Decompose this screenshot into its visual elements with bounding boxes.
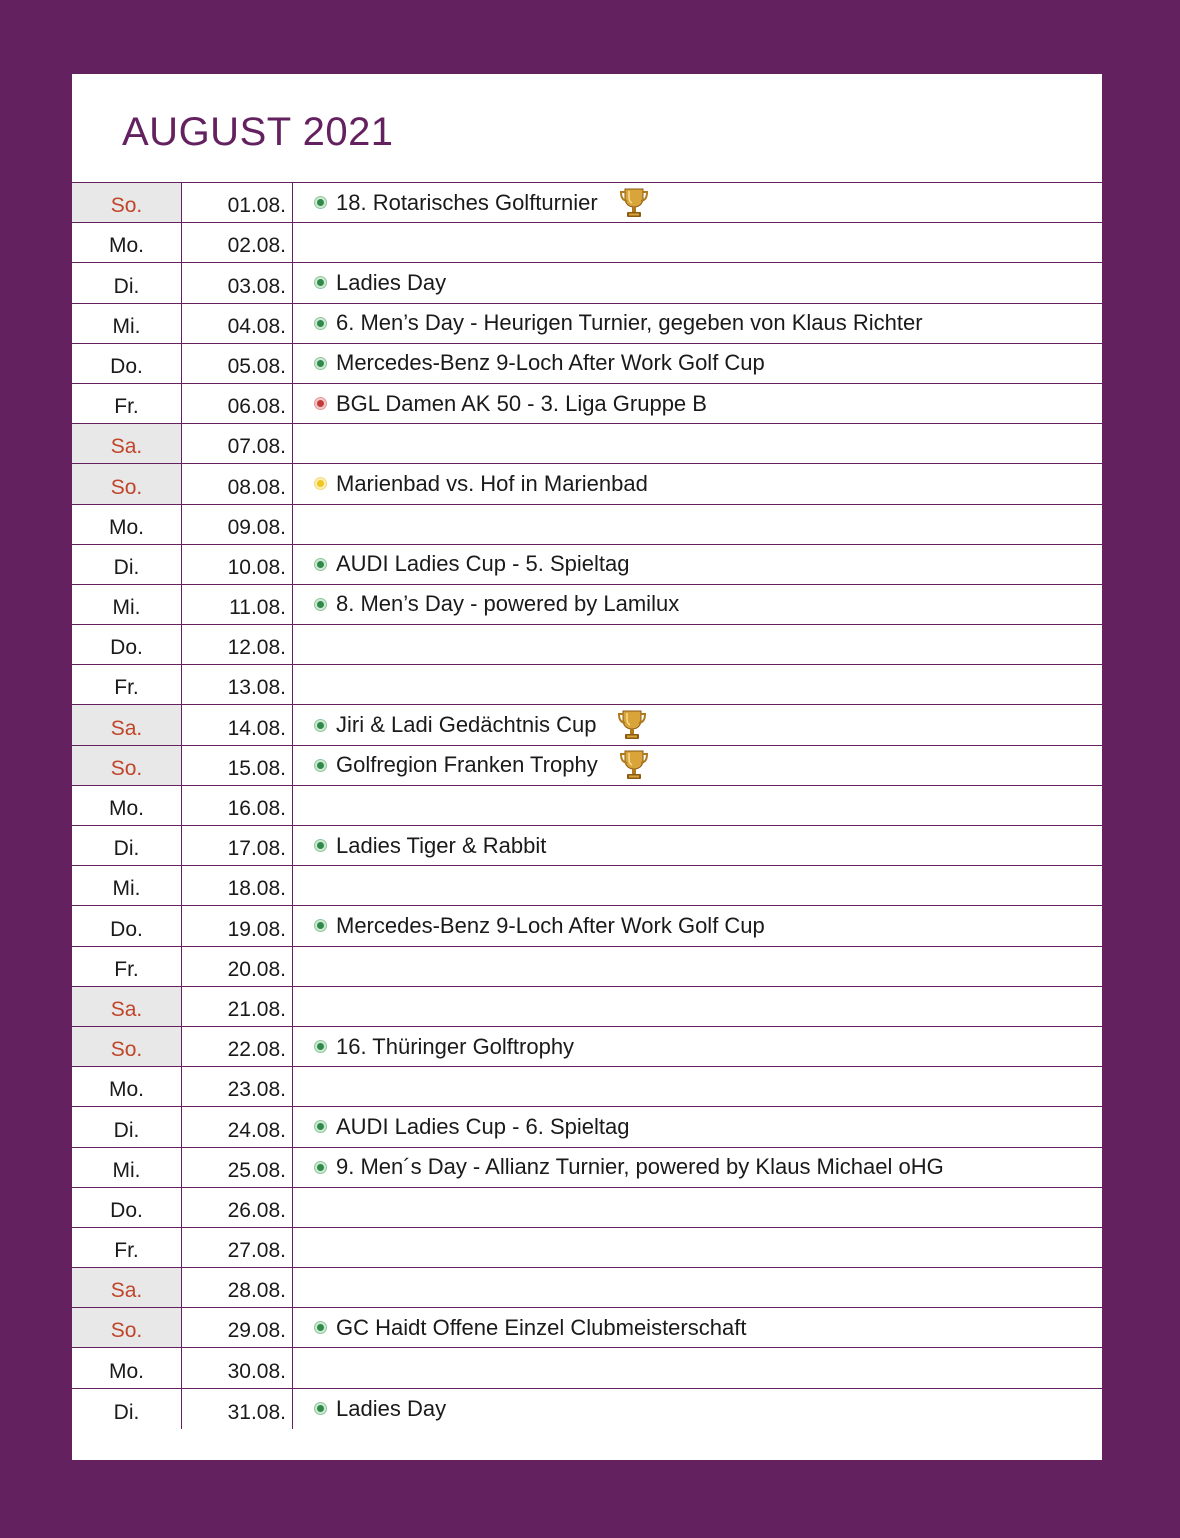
date-cell: 09.08. bbox=[182, 505, 293, 544]
weekday-cell: Do. bbox=[72, 906, 182, 945]
green-status-dot-icon bbox=[315, 1041, 326, 1052]
calendar-row bbox=[72, 906, 1102, 946]
date-cell: 03.08. bbox=[182, 263, 293, 302]
event-cell bbox=[293, 1027, 1102, 1066]
yellow-status-dot-icon bbox=[315, 478, 326, 489]
date-cell: 25.08. bbox=[182, 1148, 293, 1187]
calendar-row bbox=[72, 1067, 1102, 1107]
event-cell bbox=[293, 384, 1102, 423]
date-cell: 05.08. bbox=[182, 344, 293, 383]
weekday-cell: Mi. bbox=[72, 585, 182, 624]
date-cell: 17.08. bbox=[182, 826, 293, 865]
event-title: Mercedes-Benz 9-Loch After Work Golf Cup bbox=[336, 350, 765, 376]
date-cell: 15.08. bbox=[182, 746, 293, 785]
event-title: Ladies Tiger & Rabbit bbox=[336, 832, 547, 858]
red-status-dot-icon bbox=[315, 398, 326, 409]
event-cell bbox=[293, 263, 1102, 302]
event-title: 18. Rotarisches Golfturnier bbox=[336, 189, 598, 215]
event-cell bbox=[293, 1228, 1102, 1267]
green-status-dot-icon bbox=[315, 197, 326, 208]
weekday-cell: Sa. bbox=[72, 424, 182, 463]
green-status-dot-icon bbox=[315, 1322, 326, 1333]
weekday-cell: Do. bbox=[72, 1188, 182, 1227]
weekday-cell: Mo. bbox=[72, 223, 182, 262]
date-cell: 23.08. bbox=[182, 1067, 293, 1106]
event-title: Marienbad vs. Hof in Marienbad bbox=[336, 470, 648, 496]
calendar-row bbox=[72, 1268, 1102, 1308]
weekday-cell: Sa. bbox=[72, 1268, 182, 1307]
event-cell bbox=[293, 424, 1102, 463]
date-cell: 24.08. bbox=[182, 1107, 293, 1146]
weekday-cell: So. bbox=[72, 1027, 182, 1066]
event-cell bbox=[293, 1348, 1102, 1387]
event-cell bbox=[293, 505, 1102, 544]
event-title: GC Haidt Offene Einzel Clubmeisterschaft bbox=[336, 1314, 747, 1340]
green-status-dot-icon bbox=[315, 720, 326, 731]
green-status-dot-icon bbox=[315, 358, 326, 369]
weekday-cell: Sa. bbox=[72, 987, 182, 1026]
weekday-cell: So. bbox=[72, 1308, 182, 1347]
event-cell bbox=[293, 786, 1102, 825]
calendar-row bbox=[72, 866, 1102, 906]
event-cell bbox=[293, 906, 1102, 945]
date-cell: 01.08. bbox=[182, 183, 293, 222]
weekday-cell: Di. bbox=[72, 1107, 182, 1146]
weekday-cell: Di. bbox=[72, 1389, 182, 1429]
trophy-icon bbox=[618, 186, 650, 220]
weekday-cell: So. bbox=[72, 746, 182, 785]
event-cell bbox=[293, 545, 1102, 584]
event-title: BGL Damen AK 50 - 3. Liga Gruppe B bbox=[336, 390, 707, 416]
event-cell bbox=[293, 987, 1102, 1026]
green-status-dot-icon bbox=[315, 760, 326, 771]
weekday-cell: Mo. bbox=[72, 505, 182, 544]
calendar-row bbox=[72, 263, 1102, 303]
event-cell bbox=[293, 705, 1102, 744]
event-cell bbox=[293, 665, 1102, 704]
event-title: Ladies Day bbox=[336, 269, 447, 295]
date-cell: 21.08. bbox=[182, 987, 293, 1026]
green-status-dot-icon bbox=[315, 599, 326, 610]
date-cell: 29.08. bbox=[182, 1308, 293, 1347]
calendar-row bbox=[72, 1027, 1102, 1067]
event-cell bbox=[293, 746, 1102, 785]
weekday-cell: Di. bbox=[72, 263, 182, 302]
event-cell bbox=[293, 826, 1102, 865]
weekday-cell: Do. bbox=[72, 344, 182, 383]
weekday-cell: So. bbox=[72, 464, 182, 503]
date-cell: 13.08. bbox=[182, 665, 293, 704]
date-cell: 02.08. bbox=[182, 223, 293, 262]
event-title: 16. Thüringer Golftrophy bbox=[336, 1033, 575, 1059]
event-title: AUDI Ladies Cup - 5. Spieltag bbox=[336, 551, 630, 577]
calendar-row bbox=[72, 1308, 1102, 1348]
calendar-row bbox=[72, 223, 1102, 263]
green-status-dot-icon bbox=[315, 318, 326, 329]
calendar-row bbox=[72, 1228, 1102, 1268]
calendar-row bbox=[72, 1389, 1102, 1429]
date-cell: 19.08. bbox=[182, 906, 293, 945]
date-cell: 28.08. bbox=[182, 1268, 293, 1307]
green-status-dot-icon bbox=[315, 559, 326, 570]
date-cell: 18.08. bbox=[182, 866, 293, 905]
weekday-cell: Di. bbox=[72, 826, 182, 865]
weekday-cell: Mi. bbox=[72, 866, 182, 905]
page-title: AUGUST 2021 bbox=[122, 110, 394, 154]
weekday-cell: Mo. bbox=[72, 786, 182, 825]
event-cell bbox=[293, 947, 1102, 986]
event-title: AUDI Ladies Cup - 6. Spieltag bbox=[336, 1113, 630, 1139]
date-cell: 30.08. bbox=[182, 1348, 293, 1387]
calendar-row bbox=[72, 183, 1102, 223]
weekday-cell: Mo. bbox=[72, 1348, 182, 1387]
calendar-row bbox=[72, 786, 1102, 826]
calendar-row bbox=[72, 505, 1102, 545]
date-cell: 14.08. bbox=[182, 705, 293, 744]
event-cell bbox=[293, 866, 1102, 905]
calendar-row bbox=[72, 947, 1102, 987]
event-title: 6. Men’s Day - Heurigen Turnier, gegeben von Klaus Richter bbox=[336, 310, 923, 336]
green-status-dot-icon bbox=[315, 277, 326, 288]
event-title: 8. Men’s Day - powered by Lamilux bbox=[336, 591, 680, 617]
calendar-row bbox=[72, 625, 1102, 665]
weekday-cell: Do. bbox=[72, 625, 182, 664]
date-cell: 12.08. bbox=[182, 625, 293, 664]
date-cell: 11.08. bbox=[182, 585, 293, 624]
calendar-row bbox=[72, 1148, 1102, 1188]
calendar-row bbox=[72, 665, 1102, 705]
date-cell: 16.08. bbox=[182, 786, 293, 825]
date-cell: 31.08. bbox=[182, 1389, 293, 1429]
weekday-cell: Fr. bbox=[72, 665, 182, 704]
event-cell bbox=[293, 1268, 1102, 1307]
calendar-row bbox=[72, 1107, 1102, 1147]
weekday-cell: Fr. bbox=[72, 947, 182, 986]
event-cell bbox=[293, 1067, 1102, 1106]
event-title: Mercedes-Benz 9-Loch After Work Golf Cup bbox=[336, 912, 765, 938]
event-title: Ladies Day bbox=[336, 1395, 447, 1421]
date-cell: 20.08. bbox=[182, 947, 293, 986]
calendar-row bbox=[72, 585, 1102, 625]
green-status-dot-icon bbox=[315, 840, 326, 851]
weekday-cell: Di. bbox=[72, 545, 182, 584]
event-cell bbox=[293, 1389, 1102, 1429]
calendar-row bbox=[72, 304, 1102, 344]
event-cell bbox=[293, 183, 1102, 222]
calendar-row bbox=[72, 464, 1102, 504]
event-cell bbox=[293, 1188, 1102, 1227]
event-title: Golfregion Franken Trophy bbox=[336, 752, 598, 778]
weekday-cell: So. bbox=[72, 183, 182, 222]
date-cell: 06.08. bbox=[182, 384, 293, 423]
event-cell bbox=[293, 464, 1102, 503]
green-status-dot-icon bbox=[315, 1162, 326, 1173]
green-status-dot-icon bbox=[315, 1403, 326, 1414]
event-cell bbox=[293, 585, 1102, 624]
event-title: Jiri & Ladi Gedächtnis Cup bbox=[336, 712, 597, 738]
event-cell bbox=[293, 304, 1102, 343]
date-cell: 07.08. bbox=[182, 424, 293, 463]
calendar-row bbox=[72, 746, 1102, 786]
event-cell bbox=[293, 1308, 1102, 1347]
calendar-page bbox=[72, 74, 1102, 1460]
green-status-dot-icon bbox=[315, 1121, 326, 1132]
event-cell bbox=[293, 1107, 1102, 1146]
calendar-table bbox=[72, 182, 1102, 1429]
calendar-row bbox=[72, 344, 1102, 384]
date-cell: 08.08. bbox=[182, 464, 293, 503]
weekday-cell: Mi. bbox=[72, 304, 182, 343]
event-cell bbox=[293, 625, 1102, 664]
date-cell: 10.08. bbox=[182, 545, 293, 584]
trophy-icon bbox=[618, 748, 650, 782]
calendar-row bbox=[72, 987, 1102, 1027]
weekday-cell: Fr. bbox=[72, 384, 182, 423]
calendar-row bbox=[72, 705, 1102, 745]
date-cell: 22.08. bbox=[182, 1027, 293, 1066]
green-status-dot-icon bbox=[315, 920, 326, 931]
event-cell bbox=[293, 344, 1102, 383]
date-cell: 26.08. bbox=[182, 1188, 293, 1227]
calendar-row bbox=[72, 424, 1102, 464]
calendar-row bbox=[72, 545, 1102, 585]
weekday-cell: Mi. bbox=[72, 1148, 182, 1187]
weekday-cell: Mo. bbox=[72, 1067, 182, 1106]
event-title: 9. Men´s Day - Allianz Turnier, powered by Klaus Michael oHG bbox=[336, 1154, 944, 1180]
weekday-cell: Fr. bbox=[72, 1228, 182, 1267]
date-cell: 27.08. bbox=[182, 1228, 293, 1267]
calendar-row bbox=[72, 1348, 1102, 1388]
event-cell bbox=[293, 223, 1102, 262]
calendar-row bbox=[72, 1188, 1102, 1228]
trophy-icon bbox=[616, 708, 648, 742]
event-cell bbox=[293, 1148, 1102, 1187]
date-cell: 04.08. bbox=[182, 304, 293, 343]
calendar-row bbox=[72, 826, 1102, 866]
calendar-row bbox=[72, 384, 1102, 424]
weekday-cell: Sa. bbox=[72, 705, 182, 744]
